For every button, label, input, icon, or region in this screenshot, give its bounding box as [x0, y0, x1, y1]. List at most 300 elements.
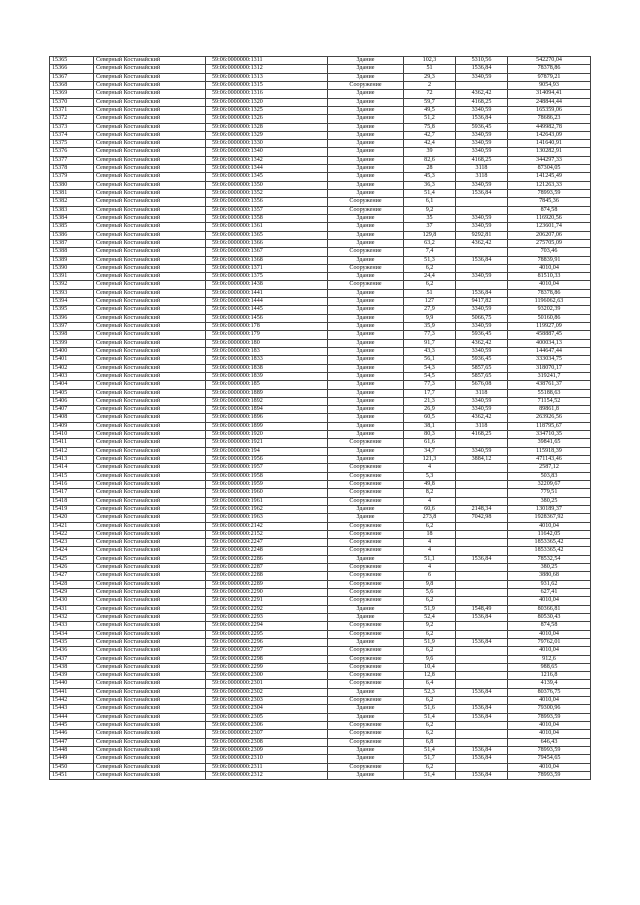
cadastral-value-cell: 142643,09	[508, 131, 591, 139]
row-number-cell: 15428	[50, 580, 94, 588]
table-row	[50, 190, 591, 198]
rate-cell	[456, 472, 508, 480]
table-row	[50, 323, 591, 331]
rate-cell	[456, 580, 508, 588]
area-cell: 52,4	[404, 613, 456, 621]
region-cell: Северный Костанайский	[94, 431, 206, 439]
rate-cell: 1536,84	[456, 555, 508, 563]
cadastral-number-cell: 59:06:0000000:2247	[206, 539, 328, 547]
row-number-cell: 15422	[50, 530, 94, 538]
region-cell: Северный Костанайский	[94, 464, 206, 472]
rate-cell	[456, 738, 508, 746]
cadastral-number-cell: 59:06:0000000:2302	[206, 688, 328, 696]
table-row	[50, 406, 591, 414]
area-cell: 4	[404, 464, 456, 472]
row-number-cell: 15368	[50, 81, 94, 89]
cadastral-value-cell: 400034,13	[508, 339, 591, 347]
row-number-cell: 15443	[50, 705, 94, 713]
table-row	[50, 331, 591, 339]
area-cell: 43,3	[404, 347, 456, 355]
cadastral-number-cell: 59:06:0000000:1342	[206, 156, 328, 164]
area-cell: 51,4	[404, 713, 456, 721]
cadastral-number-cell: 59:06:0000000:2306	[206, 722, 328, 730]
region-cell: Северный Костанайский	[94, 730, 206, 738]
object-type-cell: Здание	[328, 239, 404, 247]
cadastral-number-cell: 59:06:0000000:194	[206, 447, 328, 455]
cadastral-number-cell: 59:06:0000000:1921	[206, 439, 328, 447]
region-cell: Северный Костанайский	[94, 323, 206, 331]
area-cell: 6,8	[404, 738, 456, 746]
area-cell: 5,3	[404, 472, 456, 480]
row-number-cell: 15406	[50, 397, 94, 405]
rate-cell: 3340,59	[456, 131, 508, 139]
object-type-cell: Здание	[328, 613, 404, 621]
cadastral-value-cell: 4010,04	[508, 722, 591, 730]
cadastral-value-cell: 503,83	[508, 472, 591, 480]
cadastral-value-cell: 4010,04	[508, 647, 591, 655]
cadastral-number-cell: 59:06:0000000:1456	[206, 314, 328, 322]
cadastral-number-cell: 59:06:0000000:178	[206, 323, 328, 331]
rate-cell	[456, 680, 508, 688]
object-type-cell: Сооружение	[328, 572, 404, 580]
region-cell: Северный Костанайский	[94, 57, 206, 65]
cadastral-number-cell: 59:06:0000000:2287	[206, 564, 328, 572]
object-type-cell: Сооружение	[328, 264, 404, 272]
object-type-cell: Здание	[328, 356, 404, 364]
row-number-cell: 15412	[50, 447, 94, 455]
table-row	[50, 572, 591, 580]
table-row	[50, 57, 591, 65]
rate-cell	[456, 198, 508, 206]
cadastral-number-cell: 59:06:0000000:1892	[206, 397, 328, 405]
object-type-cell: Здание	[328, 456, 404, 464]
cadastral-number-cell: 59:06:0000000:1920	[206, 431, 328, 439]
row-number-cell: 15405	[50, 389, 94, 397]
region-cell: Северный Костанайский	[94, 746, 206, 754]
cadastral-value-cell: 141640,91	[508, 140, 591, 148]
area-cell: 6,2	[404, 264, 456, 272]
cadastral-number-cell: 59:06:0000000:1899	[206, 422, 328, 430]
cadastral-number-cell: 59:06:0000000:1350	[206, 181, 328, 189]
row-number-cell: 15421	[50, 522, 94, 530]
area-cell: 12,8	[404, 672, 456, 680]
cadastral-number-cell: 59:06:0000000:1358	[206, 214, 328, 222]
object-type-cell: Здание	[328, 140, 404, 148]
cadastral-value-cell: 333034,75	[508, 356, 591, 364]
cadastral-number-cell: 59:06:0000000:1839	[206, 372, 328, 380]
row-number-cell: 15392	[50, 281, 94, 289]
region-cell: Северный Костанайский	[94, 497, 206, 505]
cadastral-value-cell: 438761,37	[508, 381, 591, 389]
rate-cell	[456, 589, 508, 597]
row-number-cell: 15390	[50, 264, 94, 272]
object-type-cell: Здание	[328, 372, 404, 380]
row-number-cell: 15447	[50, 738, 94, 746]
cadastral-number-cell: 59:06:0000000:1375	[206, 273, 328, 281]
object-type-cell: Здание	[328, 90, 404, 98]
rate-cell: 5936,45	[456, 356, 508, 364]
rate-cell	[456, 663, 508, 671]
region-cell: Северный Костанайский	[94, 298, 206, 306]
region-cell: Северный Костанайский	[94, 148, 206, 156]
region-cell: Северный Костанайский	[94, 397, 206, 405]
row-number-cell: 15429	[50, 589, 94, 597]
region-cell: Северный Костанайский	[94, 223, 206, 231]
cadastral-number-cell: 59:06:0000000:183	[206, 347, 328, 355]
region-cell: Северный Костанайский	[94, 697, 206, 705]
row-number-cell: 15396	[50, 314, 94, 322]
area-cell: 51,2	[404, 115, 456, 123]
cadastral-number-cell: 59:06:0000000:1315	[206, 81, 328, 89]
cadastral-value-cell: 380,25	[508, 497, 591, 505]
rate-cell: 1536,84	[456, 746, 508, 754]
row-number-cell: 15413	[50, 456, 94, 464]
area-cell: 129,8	[404, 231, 456, 239]
area-cell: 24,4	[404, 273, 456, 281]
area-cell: 51,9	[404, 638, 456, 646]
area-cell: 42,7	[404, 131, 456, 139]
cadastral-value-cell: 4010,04	[508, 630, 591, 638]
cadastral-number-cell: 59:06:0000000:1961	[206, 497, 328, 505]
rate-cell: 9292,81	[456, 231, 508, 239]
row-number-cell: 15409	[50, 422, 94, 430]
region-cell: Северный Костанайский	[94, 90, 206, 98]
cadastral-value-cell: 449982,78	[508, 123, 591, 131]
row-number-cell: 15372	[50, 115, 94, 123]
area-cell: 35,9	[404, 323, 456, 331]
table-row	[50, 339, 591, 347]
object-type-cell: Здание	[328, 314, 404, 322]
cadastral-value-cell: 4010,04	[508, 264, 591, 272]
rate-cell: 1536,84	[456, 190, 508, 198]
cadastral-value-cell: 3880,68	[508, 572, 591, 580]
cadastral-value-cell: 275705,09	[508, 239, 591, 247]
region-cell: Северный Костанайский	[94, 705, 206, 713]
region-cell: Северный Костанайский	[94, 339, 206, 347]
region-cell: Северный Костанайский	[94, 181, 206, 189]
area-cell: 28	[404, 165, 456, 173]
cadastral-value-cell: 116920,56	[508, 214, 591, 222]
rate-cell: 5310,56	[456, 57, 508, 65]
region-cell: Северный Костанайский	[94, 456, 206, 464]
object-type-cell: Сооружение	[328, 547, 404, 555]
region-cell: Северный Костанайский	[94, 572, 206, 580]
cadastral-value-cell: 874,58	[508, 206, 591, 214]
object-type-cell: Здание	[328, 381, 404, 389]
area-cell: 49,8	[404, 480, 456, 488]
area-cell: 72	[404, 90, 456, 98]
rate-cell	[456, 630, 508, 638]
region-cell: Северный Костанайский	[94, 547, 206, 555]
table-row	[50, 464, 591, 472]
table-row	[50, 364, 591, 372]
table-row	[50, 115, 591, 123]
area-cell: 9,6	[404, 655, 456, 663]
rate-cell: 1548,49	[456, 605, 508, 613]
area-cell: 82,6	[404, 156, 456, 164]
cadastral-value-cell: 779,51	[508, 489, 591, 497]
cadastral-value-cell: 121263,33	[508, 181, 591, 189]
cadastral-value-cell: 78839,91	[508, 256, 591, 264]
rate-cell: 3340,59	[456, 447, 508, 455]
row-number-cell: 15440	[50, 680, 94, 688]
object-type-cell: Сооружение	[328, 663, 404, 671]
rate-cell: 5066,75	[456, 314, 508, 322]
rate-cell	[456, 539, 508, 547]
region-cell: Северный Костанайский	[94, 248, 206, 256]
table-row	[50, 372, 591, 380]
region-cell: Северный Костанайский	[94, 522, 206, 530]
cadastral-value-cell: 344297,33	[508, 156, 591, 164]
table-row	[50, 106, 591, 114]
cadastral-value-cell: 130282,91	[508, 148, 591, 156]
object-type-cell: Сооружение	[328, 622, 404, 630]
region-cell: Северный Костанайский	[94, 406, 206, 414]
region-cell: Северный Костанайский	[94, 198, 206, 206]
row-number-cell: 15388	[50, 248, 94, 256]
table-row	[50, 289, 591, 297]
area-cell: 6,2	[404, 281, 456, 289]
cadastral-number-cell: 59:06:0000000:1896	[206, 414, 328, 422]
rate-cell	[456, 647, 508, 655]
row-number-cell: 15371	[50, 106, 94, 114]
cadastral-number-cell: 59:06:0000000:1316	[206, 90, 328, 98]
cadastral-number-cell: 59:06:0000000:1357	[206, 206, 328, 214]
object-type-cell: Здание	[328, 190, 404, 198]
area-cell: 77,3	[404, 331, 456, 339]
cadastral-number-cell: 59:06:0000000:1444	[206, 298, 328, 306]
area-cell: 21,3	[404, 397, 456, 405]
rate-cell	[456, 464, 508, 472]
row-number-cell: 15391	[50, 273, 94, 281]
area-cell: 9,2	[404, 622, 456, 630]
area-cell: 38,1	[404, 422, 456, 430]
object-type-cell: Сооружение	[328, 589, 404, 597]
row-number-cell: 15411	[50, 439, 94, 447]
cadastral-value-cell: 79300,96	[508, 705, 591, 713]
object-type-cell: Здание	[328, 223, 404, 231]
table-row	[50, 613, 591, 621]
region-cell: Северный Костанайский	[94, 663, 206, 671]
cadastral-value-cell: 988,65	[508, 663, 591, 671]
cadastral-number-cell: 59:06:0000000:1445	[206, 306, 328, 314]
cadastral-value-cell: 97879,21	[508, 73, 591, 81]
area-cell: 52,3	[404, 688, 456, 696]
cadastral-value-cell: 7845,36	[508, 198, 591, 206]
area-cell: 60,6	[404, 505, 456, 513]
rate-cell: 3340,59	[456, 106, 508, 114]
area-cell: 5,6	[404, 589, 456, 597]
object-type-cell: Здание	[328, 123, 404, 131]
object-type-cell: Здание	[328, 605, 404, 613]
area-cell: 4	[404, 497, 456, 505]
cadastral-number-cell: 59:06:0000000:1325	[206, 106, 328, 114]
table-row	[50, 181, 591, 189]
cadastral-number-cell: 59:06:0000000:2298	[206, 655, 328, 663]
row-number-cell: 15431	[50, 605, 94, 613]
cadastral-value-cell: 458887,45	[508, 331, 591, 339]
region-cell: Северный Костанайский	[94, 622, 206, 630]
cadastral-value-cell: 119927,09	[508, 323, 591, 331]
cadastral-number-cell: 59:06:0000000:1963	[206, 514, 328, 522]
cadastral-number-cell: 59:06:0000000:2295	[206, 630, 328, 638]
rate-cell: 3340,59	[456, 223, 508, 231]
table-row	[50, 555, 591, 563]
table-row	[50, 697, 591, 705]
row-number-cell: 15384	[50, 214, 94, 222]
row-number-cell: 15404	[50, 381, 94, 389]
rate-cell: 5676,08	[456, 381, 508, 389]
object-type-cell: Сооружение	[328, 522, 404, 530]
cadastral-value-cell: 4010,04	[508, 763, 591, 771]
cadastral-value-cell: 141245,49	[508, 173, 591, 181]
table-row	[50, 397, 591, 405]
rate-cell: 4362,42	[456, 339, 508, 347]
rate-cell	[456, 622, 508, 630]
object-type-cell: Сооружение	[328, 680, 404, 688]
region-cell: Северный Костанайский	[94, 65, 206, 73]
cadastral-value-cell: 78532,54	[508, 555, 591, 563]
row-number-cell: 15397	[50, 323, 94, 331]
rate-cell	[456, 264, 508, 272]
row-number-cell: 15423	[50, 539, 94, 547]
region-cell: Северный Костанайский	[94, 98, 206, 106]
area-cell: 59,7	[404, 98, 456, 106]
cadastral-number-cell: 59:06:0000000:1326	[206, 115, 328, 123]
row-number-cell: 15377	[50, 156, 94, 164]
object-type-cell: Сооружение	[328, 439, 404, 447]
cadastral-number-cell: 59:06:0000000:1438	[206, 281, 328, 289]
region-cell: Северный Костанайский	[94, 763, 206, 771]
row-number-cell: 15445	[50, 722, 94, 730]
area-cell: 54,5	[404, 372, 456, 380]
region-cell: Северный Костанайский	[94, 364, 206, 372]
object-type-cell: Здание	[328, 273, 404, 281]
row-number-cell: 15394	[50, 298, 94, 306]
object-type-cell: Здание	[328, 73, 404, 81]
area-cell: 63,2	[404, 239, 456, 247]
cadastral-value-cell: 71154,52	[508, 397, 591, 405]
table-row	[50, 148, 591, 156]
row-number-cell: 15408	[50, 414, 94, 422]
object-type-cell: Здание	[328, 397, 404, 405]
row-number-cell: 15446	[50, 730, 94, 738]
table-row	[50, 65, 591, 73]
cadastral-value-cell: 50160,86	[508, 314, 591, 322]
cadastral-value-cell: 80366,81	[508, 605, 591, 613]
rate-cell: 5936,45	[456, 331, 508, 339]
table-row	[50, 256, 591, 264]
cadastral-number-cell: 59:06:0000000:2305	[206, 713, 328, 721]
row-number-cell: 15367	[50, 73, 94, 81]
area-cell: 35	[404, 214, 456, 222]
table-row	[50, 497, 591, 505]
rate-cell	[456, 497, 508, 505]
region-cell: Северный Костанайский	[94, 140, 206, 148]
region-cell: Северный Костанайский	[94, 605, 206, 613]
area-cell: 51,4	[404, 771, 456, 779]
area-cell: 121,3	[404, 456, 456, 464]
cadastral-value-cell: 78378,86	[508, 65, 591, 73]
area-cell: 26,9	[404, 406, 456, 414]
object-type-cell: Здание	[328, 713, 404, 721]
cadastral-number-cell: 59:06:0000000:2297	[206, 647, 328, 655]
region-cell: Северный Костанайский	[94, 655, 206, 663]
table-row	[50, 381, 591, 389]
table-row	[50, 239, 591, 247]
table-row	[50, 173, 591, 181]
cadastral-number-cell: 59:06:0000000:1340	[206, 148, 328, 156]
area-cell: 6,2	[404, 597, 456, 605]
row-number-cell: 15402	[50, 364, 94, 372]
object-type-cell: Здание	[328, 148, 404, 156]
cadastral-value-cell: 4010,04	[508, 597, 591, 605]
cadastral-number-cell: 59:06:0000000:2288	[206, 572, 328, 580]
object-type-cell: Здание	[328, 555, 404, 563]
region-cell: Северный Костанайский	[94, 256, 206, 264]
rate-cell	[456, 480, 508, 488]
region-cell: Северный Костанайский	[94, 447, 206, 455]
table-row	[50, 356, 591, 364]
table-row	[50, 389, 591, 397]
cadastral-number-cell: 59:06:0000000:1365	[206, 231, 328, 239]
object-type-cell: Здание	[328, 57, 404, 65]
area-cell: 9,9	[404, 314, 456, 322]
cadastral-value-cell: 79762,01	[508, 638, 591, 646]
cadastral-value-cell: 1216,8	[508, 672, 591, 680]
row-number-cell: 15425	[50, 555, 94, 563]
table-row	[50, 480, 591, 488]
row-number-cell: 15432	[50, 613, 94, 621]
cadastral-value-cell: 4010,04	[508, 522, 591, 530]
rate-cell	[456, 763, 508, 771]
cadastral-number-cell: 59:06:0000000:1960	[206, 489, 328, 497]
rate-cell: 3340,59	[456, 347, 508, 355]
area-cell: 54,3	[404, 364, 456, 372]
table-row	[50, 472, 591, 480]
row-number-cell: 15418	[50, 497, 94, 505]
row-number-cell: 15387	[50, 239, 94, 247]
cadastral-value-cell: 334710,35	[508, 431, 591, 439]
row-number-cell: 15416	[50, 480, 94, 488]
region-cell: Северный Костанайский	[94, 231, 206, 239]
table-row	[50, 663, 591, 671]
region-cell: Северный Костанайский	[94, 722, 206, 730]
table-row	[50, 755, 591, 763]
rate-cell: 7042,98	[456, 514, 508, 522]
rate-cell: 3340,59	[456, 214, 508, 222]
region-cell: Северный Костанайский	[94, 505, 206, 513]
region-cell: Северный Костанайский	[94, 472, 206, 480]
row-number-cell: 15378	[50, 165, 94, 173]
area-cell: 51,7	[404, 755, 456, 763]
cadastral-number-cell: 59:06:0000000:2310	[206, 755, 328, 763]
region-cell: Северный Костанайский	[94, 555, 206, 563]
area-cell: 6,4	[404, 680, 456, 688]
object-type-cell: Сооружение	[328, 672, 404, 680]
rate-cell: 1536,84	[456, 688, 508, 696]
area-cell: 6	[404, 572, 456, 580]
area-cell: 42,4	[404, 140, 456, 148]
area-cell: 51,3	[404, 256, 456, 264]
cadastral-value-cell: 4139,4	[508, 680, 591, 688]
object-type-cell: Здание	[328, 447, 404, 455]
row-number-cell: 15365	[50, 57, 94, 65]
row-number-cell: 15379	[50, 173, 94, 181]
rate-cell	[456, 730, 508, 738]
rate-cell: 3118	[456, 165, 508, 173]
cadastral-number-cell: 59:06:0000000:2307	[206, 730, 328, 738]
